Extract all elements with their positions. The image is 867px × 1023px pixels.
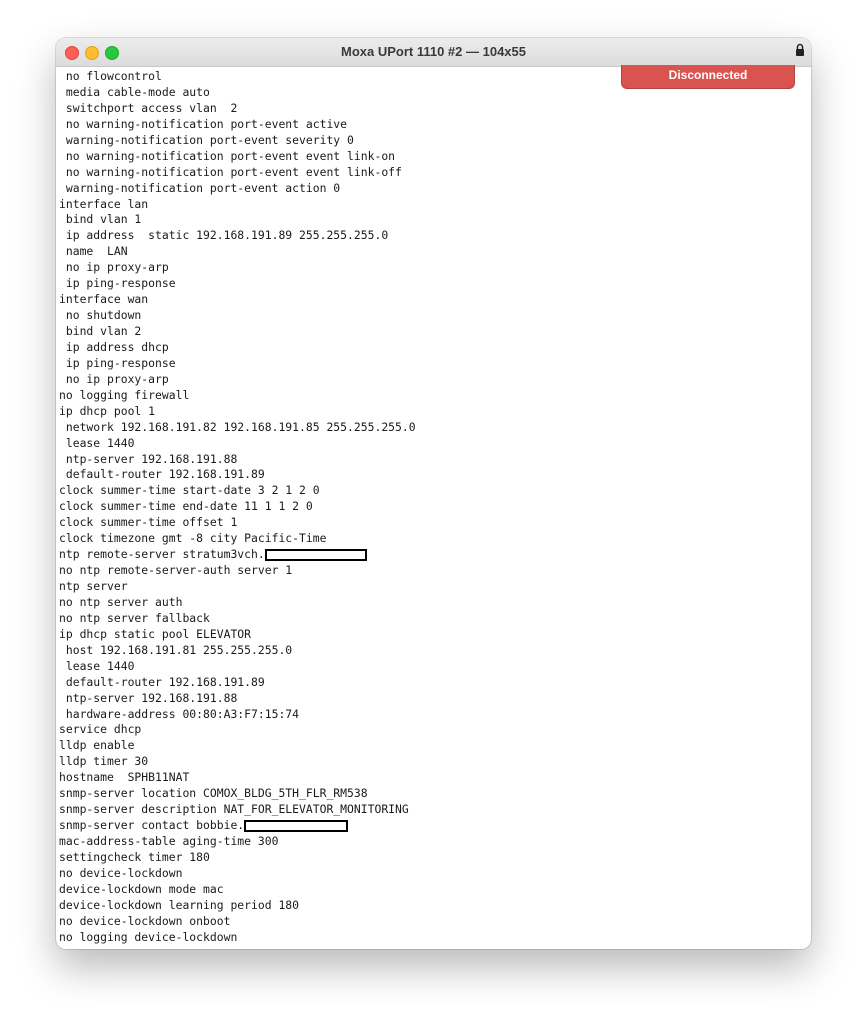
terminal-line: ntp-server 192.168.191.88 (59, 451, 238, 466)
terminal-line: network 192.168.191.82 192.168.191.85 255.255.255.0 (59, 419, 416, 434)
terminal-line: hardware-address 00:80:A3:F7:15:74 (59, 706, 300, 721)
terminal-line: default-router 192.168.191.89 (59, 467, 265, 482)
terminal-line: warning-notification port-event action 0 (59, 180, 341, 195)
lock-icon (795, 43, 805, 57)
terminal-line: host 192.168.191.81 255.255.255.0 (59, 642, 293, 657)
terminal-line: ntp-server 192.168.191.88 (59, 690, 238, 705)
terminal-line: no warning-notification port-event active (59, 116, 348, 131)
terminal-line: interface lan (59, 196, 149, 211)
terminal-line: bind vlan 2 (59, 324, 142, 338)
terminal-line: ip address dhcp (59, 339, 169, 354)
terminal-line: snmp-server description NAT_FOR_ELEVATOR_MONITORING (59, 802, 409, 817)
terminal-line: no ip proxy-arp (59, 371, 169, 386)
terminal-line: ip dhcp static pool ELEVATOR (59, 626, 252, 641)
terminal-line: no shutdown (59, 308, 142, 323)
terminal-line: warning-notification port-event severity 0 (59, 132, 354, 147)
terminal-line: no ntp server fallback (59, 610, 210, 625)
terminal-line: ip ping-response (59, 355, 176, 370)
terminal-line: clock summer-time offset 1 (59, 515, 238, 530)
terminal-line: mac-address-table aging-time 300 (59, 834, 279, 848)
terminal-window (56, 38, 811, 949)
terminal-line: clock summer-time end-date 11 1 1 2 0 (59, 499, 313, 514)
terminal-line: no logging device-lockdown (59, 929, 238, 944)
terminal-line: hostname SPHB11NAT (59, 770, 190, 785)
terminal-line: device-lockdown learning period 180 (59, 897, 300, 912)
terminal-line: device-lockdown mode mac (59, 881, 224, 896)
terminal-line: no flowcontrol (59, 69, 162, 83)
terminal-line: ntp remote-server stratum3vch. (59, 547, 799, 563)
terminal-line: no device-lockdown onboot (59, 913, 231, 928)
terminal-line: snmp-server location COMOX_BLDG_5TH_FLR_RM538 (59, 786, 368, 801)
terminal-line: lease 1440 (59, 658, 135, 673)
terminal-line: lease 1440 (59, 435, 135, 450)
redacted-box (244, 820, 348, 832)
terminal-line: interface wan (59, 292, 149, 307)
terminal-line: lldp timer 30 (59, 754, 149, 769)
terminal-line: default-router 192.168.191.89 (59, 674, 265, 689)
terminal-line: lldp enable (59, 738, 135, 753)
status-badge: Disconnected (621, 65, 795, 89)
terminal-line: media cable-mode auto (59, 84, 210, 99)
window-title: Moxa UPort 1110 #2 — 104x55 (340, 44, 526, 59)
terminal-line: no device-lockdown (59, 865, 183, 880)
terminal-line: settingcheck timer 180 (59, 849, 210, 864)
terminal-line: ip address static 192.168.191.89 255.255.255.0 (59, 228, 389, 243)
terminal-line: bind vlan 1 (59, 212, 142, 227)
terminal-line: no ntp server auth (59, 594, 183, 609)
terminal-line: switchport access vlan 2 (59, 100, 238, 115)
terminal-line: ip dhcp pool 1 (59, 403, 156, 418)
redacted-box (265, 549, 367, 561)
terminal-line: ntp server (59, 579, 128, 593)
terminal-output[interactable] (59, 69, 799, 949)
terminal-line: name LAN (59, 244, 128, 259)
title-bar[interactable] (56, 38, 811, 67)
terminal-line: ip ping-response (59, 276, 176, 291)
terminal-line: clock summer-time start-date 3 2 1 2 0 (59, 483, 320, 498)
terminal-line: clock timezone gmt -8 city Pacific-Time (59, 531, 327, 546)
terminal-line: snmp-server contact bobbie. (59, 818, 799, 834)
terminal-line: no logging firewall (59, 387, 190, 402)
terminal-line: no ntp remote-server-auth server 1 (59, 563, 293, 578)
terminal-line: no warning-notification port-event event link-off (59, 164, 402, 179)
terminal-line: service dhcp (59, 722, 142, 737)
terminal-line: no ip proxy-arp (59, 260, 169, 275)
terminal-line: no warning-notification port-event event link-on (59, 148, 396, 163)
